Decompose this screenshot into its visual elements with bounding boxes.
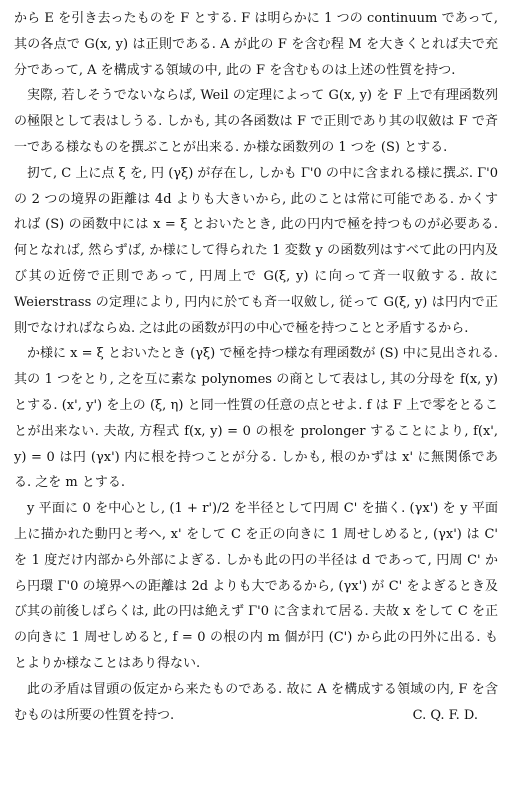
paragraph-5: y 平面に 0 を中心とし, (1 + r')/2 を半径として円周 C' を描く. (γx') を y 平面上に描かれた動円と考へ, x' をして C を正の向きに 1 周せしめると, (γx') は C' を 1 度だけ内部から外部によぎる. しかも此の円の半径は d であって, 円周 C' から円環 Γ'0 の境界への距離は 2d よりも大であるから, (γx') が C' をよぎるとき及び其の前後しばらくは, 此の円は絶えず Γ'0 に含まれて居る. 夫故 x をして C を正の向きに 1 周せしめると, f = 0 の根の内 m 個が円 (C') から此の円外に出る. もとよりか様なことはあり得ない.	[14, 501, 498, 671]
paragraph-2: 実際, 若しそうでないならば, Weil の定理によって G(x, y) を F 上で有理函数列の極限として表はしうる. しかも, 其の各函数は F で正則であり其の収斂は F で斉一である様なものを撰ぶことが出来る. か様な函数列の 1 つを (S) とする.	[14, 88, 498, 155]
cqfd-mark: C. Q. F. D.	[412, 707, 478, 723]
paragraph-6	[14, 677, 498, 729]
page-body	[14, 6, 498, 728]
paragraph-3: 扨て, C 上に点 ξ を, 円 (γξ) が存在し, しかも Γ'0 の中に含まれる様に撰ぶ. Γ'0 の 2 つの境界の距離は 4d よりも大きいから, 此のことは常に可能である. かくすれば (S) の函数中には x = ξ とおいたとき, 此の円内で極を持つものが必要ある. 何となれば, 然らずば, か様にして得られた 1 変数 y の函数列はすべて此の円内及び其の近傍で正則であって, 円周上で G(ξ, y) に向って斉一収斂する. 故に Weierstrass の定理により, 円内に於ても斉一収斂し, 従って G(ξ, y) は円内で正則でなければならぬ. 之は此の函数が円の中心で極を持つことと矛盾するから.	[14, 165, 498, 336]
paragraph-6-text: 此の矛盾は冒頭の仮定から来たものである. 故に A を構成する領域の内, F を含むものは所要の性質を持つ.	[14, 681, 498, 723]
paragraph-1: から E を引き去ったものを F とする. F は明らかに 1 つの continuum であって, 其の各点で G(x, y) は正則である. A が此の F を含む程 M を大きくとれば夫で充分であって, A を構成する領域の中, 此の F を含むものは上述の性質を持つ.	[14, 11, 498, 78]
paragraph-4: か様に x = ξ とおいたとき (γξ) で極を持つ様な有理函数が (S) 中に見出される. 其の 1 つをとり, 之を互に素な polynomes の商として表はし, 其の分母を f(x, y) とする. (x', y') を上の (ξ, η) と同一性質の任意の点とせよ. f は F 上で零をとることが出来ない. 夫故, 方程式 f(x, y) = 0 の根を prolonger することにより, f(x', y) = 0 は円 (γx') 内に根を持つことが分る. しかも, 根のかずは x' に無関係である. 之を m とする.	[14, 346, 498, 491]
